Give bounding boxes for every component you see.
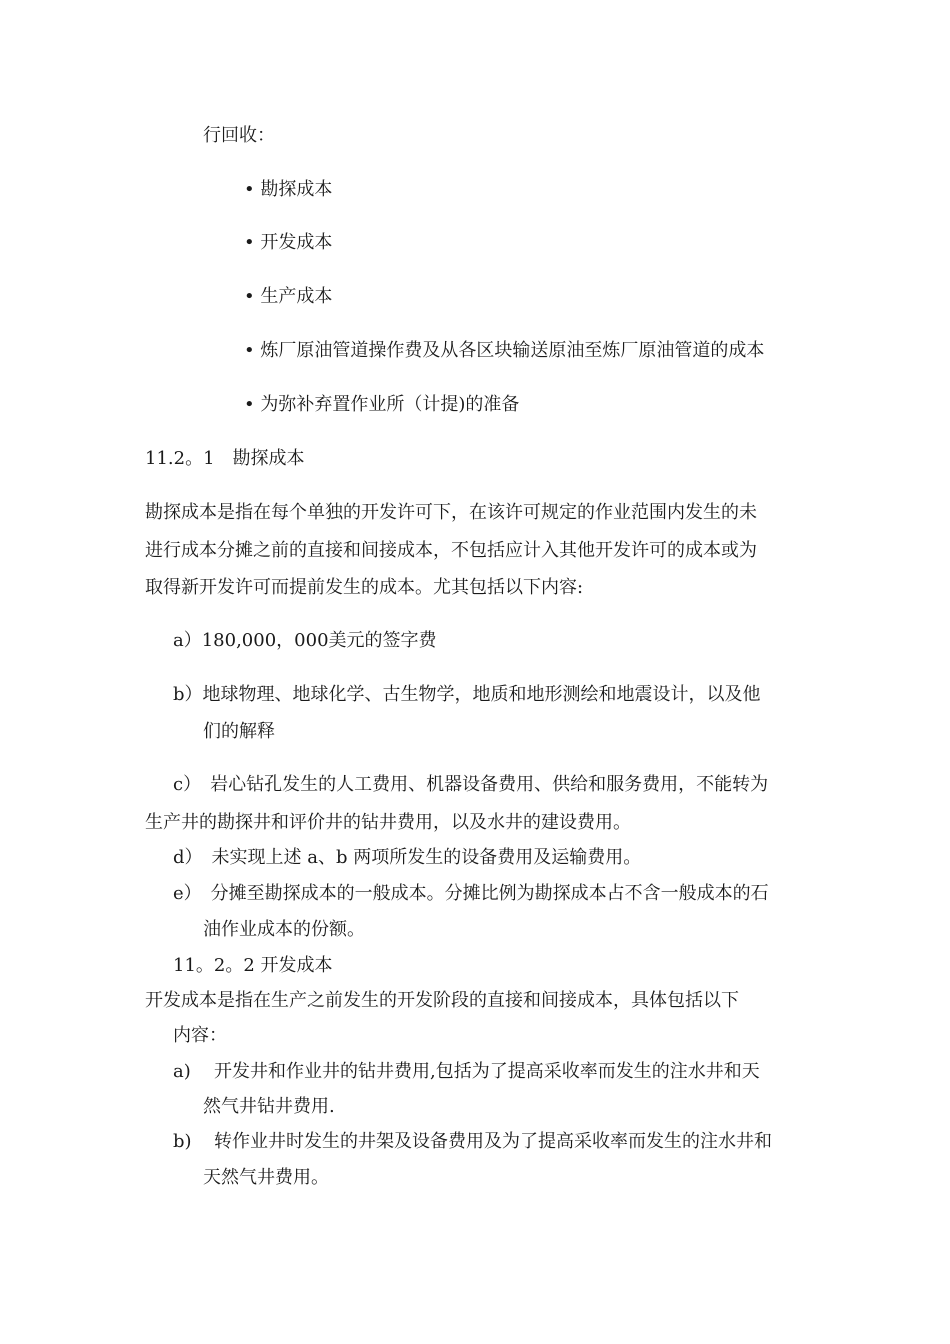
list-item-b-cont: 天然气井费用。 xyxy=(203,1167,329,1188)
list-item-c: c） 岩心钻孔发生的人工费用、机器设备费用、供给和服务费用，不能转为 xyxy=(173,774,769,795)
list-item-b: 转作业井时发生的井架及设备费用及为了提高采收率而发生的注水井和 xyxy=(214,1131,772,1152)
section-heading: 11.2。1 勘探成本 xyxy=(145,448,305,469)
paragraph-line: 进行成本分摊之前的直接和间接成本，不包括应计入其他开发许可的成本或为 xyxy=(145,540,757,561)
list-item-a: a）180,000，000美元的签字费 xyxy=(173,630,437,651)
section-heading: 11。2。2 开发成本 xyxy=(173,955,333,976)
bullet-item: • 勘探成本 xyxy=(244,178,332,202)
list-item-e-cont: 油作业成本的份额。 xyxy=(203,919,365,940)
list-label: b) xyxy=(173,1131,192,1152)
list-item-b: b）地球物理、地球化学、古生物学，地质和地形测绘和地震设计，以及他 xyxy=(173,684,761,705)
paragraph-line: 取得新开发许可而提前发生的成本。尤其包括以下内容: xyxy=(145,577,584,598)
list-item-b-cont: 们的解释 xyxy=(203,721,275,742)
paragraph-line: 勘探成本是指在每个单独的开发许可下，在该许可规定的作业范围内发生的未 xyxy=(145,502,757,523)
bullet-item: • 开发成本 xyxy=(244,231,332,255)
list-item-c-cont: 生产井的勘探井和评价井的钻井费用，以及水井的建设费用。 xyxy=(145,812,631,833)
paragraph-line: 开发成本是指在生产之前发生的开发阶段的直接和间接成本，具体包括以下 xyxy=(145,990,739,1011)
bullet-item: • 炼厂原油管道操作费及从各区块输送原油至炼厂原油管道的成本 xyxy=(244,339,764,363)
paragraph-line: 内容： xyxy=(173,1025,227,1046)
list-item-d: d） 未实现上述 a、b 两项所发生的设备费用及运输费用。 xyxy=(173,847,642,868)
list-label: a) xyxy=(173,1061,191,1082)
bullet-item: • 为弥补弃置作业所（计提)的准备 xyxy=(244,393,519,417)
intro-text: 行回收： xyxy=(203,125,275,146)
bullet-item: • 生产成本 xyxy=(244,285,332,309)
list-item-a-cont: 然气井钻井费用. xyxy=(203,1096,335,1117)
list-item-e: e） 分摊至勘探成本的一般成本。分摊比例为勘探成本占不含一般成本的石 xyxy=(173,883,769,904)
list-item-a: 开发井和作业井的钻井费用,包括为了提高采收率而发生的注水井和天 xyxy=(214,1061,760,1082)
